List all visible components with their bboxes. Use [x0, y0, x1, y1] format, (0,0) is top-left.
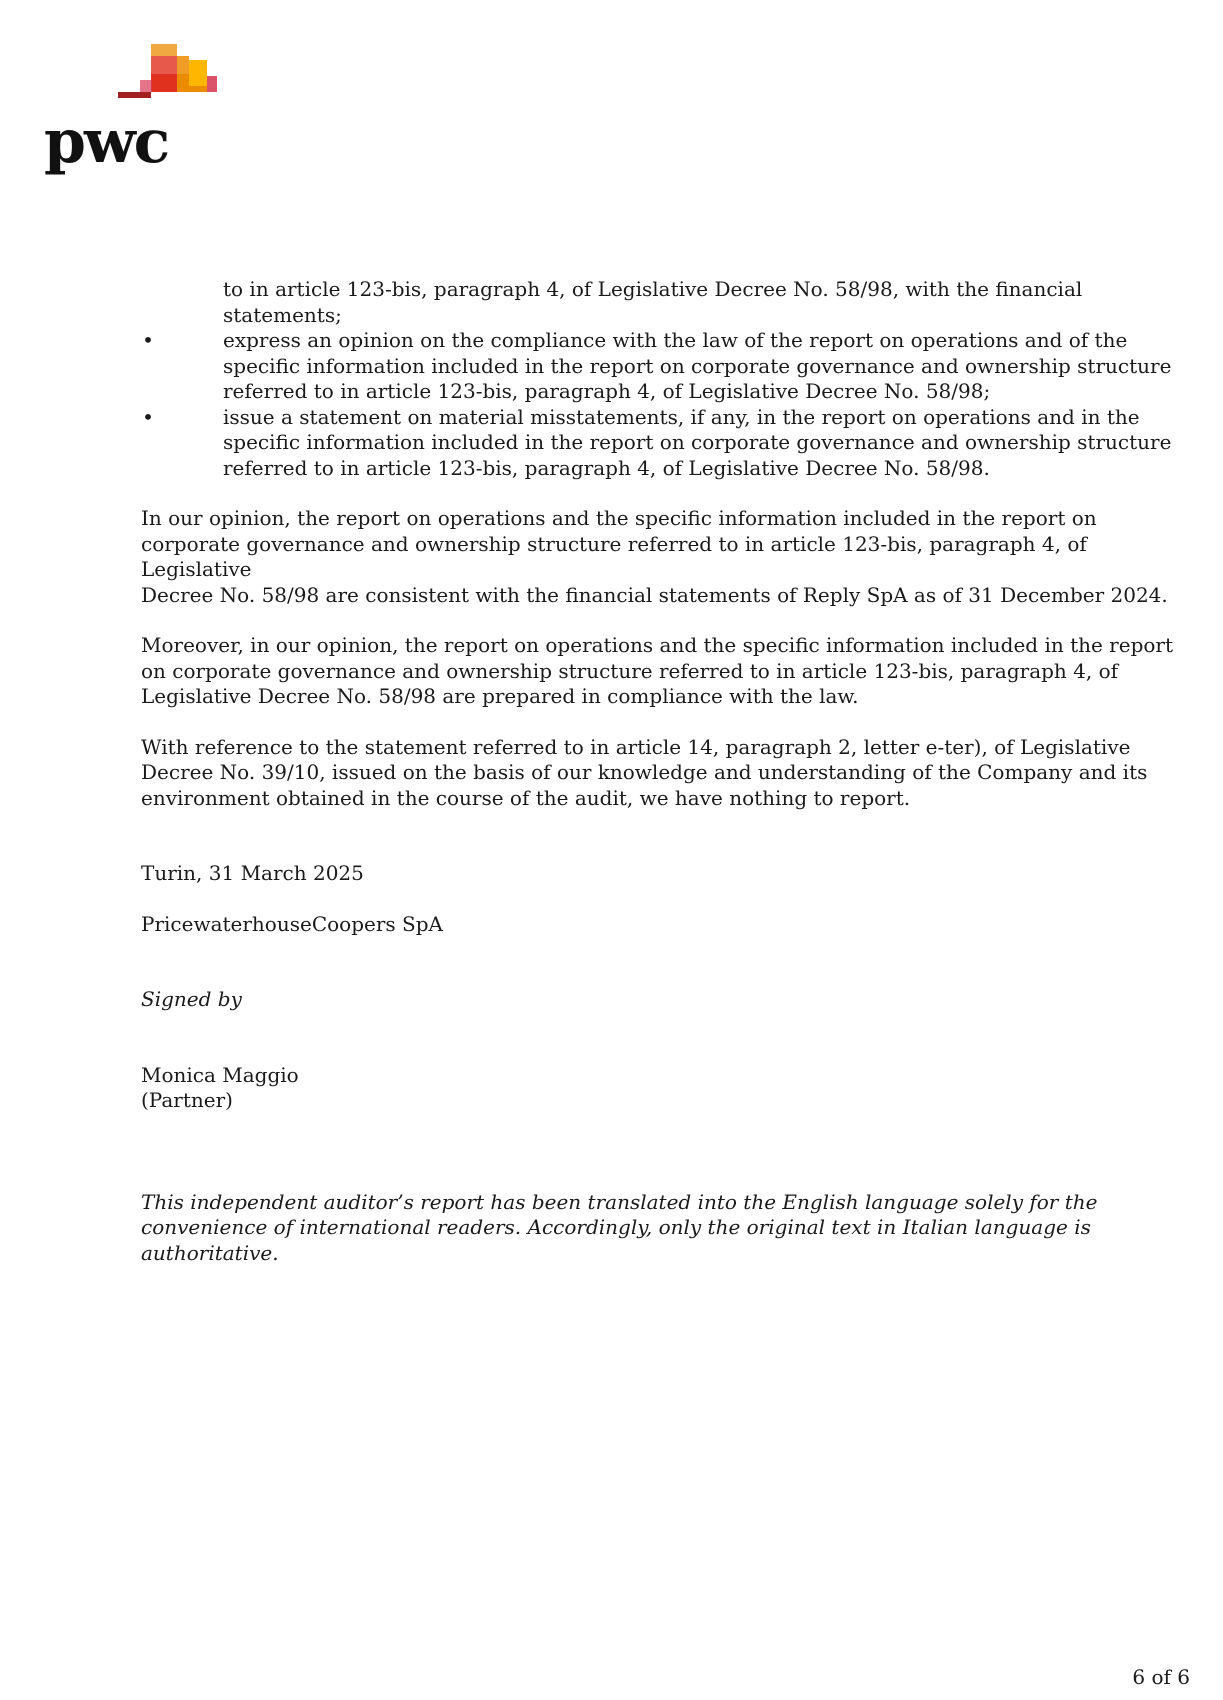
translation-disclaimer [141, 1190, 1201, 1267]
page-number: 6 of 6 [1132, 1665, 1190, 1689]
text-line: corporate governance and ownership structure referred to in article 123-bis, paragraph 4, of Legislative [141, 531, 1087, 581]
text-line: specific information included in the report on corporate governance and ownership structure [223, 430, 1172, 454]
text-line: referred to in article 123-bis, paragraph 4, of Legislative Decree No. 58/98; [223, 379, 991, 403]
signer-role: (Partner) [141, 1088, 233, 1112]
signer-block [141, 1063, 1201, 1114]
text-line: In our opinion, the report on operations and the specific information included in the report on [141, 506, 1097, 530]
text-line: Decree No. 39/10, issued on the basis of our knowledge and understanding of the Company and its [141, 760, 1148, 784]
report-body [141, 277, 1201, 1266]
pwc-logo-blocks-icon [44, 44, 224, 114]
compliance-paragraph [141, 633, 1201, 710]
text-line: environment obtained in the course of the audit, we have nothing to report. [141, 785, 911, 810]
statement-paragraph [141, 735, 1201, 812]
text-line: referred to in article 123-bis, paragraph 4, of Legislative Decree No. 58/98. [223, 455, 990, 480]
pwc-wordmark: pwc [44, 107, 169, 177]
text-line: convenience of international readers. Accordingly, only the original text in Italian language is [141, 1215, 1091, 1239]
firm-name: PricewaterhouseCoopers SpA [141, 911, 443, 936]
text-line: Decree No. 58/98 are consistent with the financial statements of Reply SpA as of 31 December 2024. [141, 582, 1168, 607]
text-line: Moreover, in our opinion, the report on operations and the specific information included in the report [141, 633, 1174, 657]
pwc-logo [44, 44, 224, 177]
continuation-text [141, 277, 1201, 328]
text-line: on corporate governance and ownership structure referred to in article 123-bis, paragraph 4, of [141, 658, 1119, 683]
signer-name: Monica Maggio [141, 1062, 299, 1087]
list-item [141, 405, 1201, 482]
list-item [141, 328, 1201, 405]
text-line: express an opinion on the compliance with the law of the report on operations and of the [223, 328, 1128, 352]
bullet-list [141, 328, 1201, 481]
opinion-paragraph [141, 506, 1201, 608]
text-line: This independent auditor’s report has been translated into the English language solely for the [141, 1189, 1098, 1214]
bullet-icon: • [142, 328, 154, 352]
place-date: Turin, 31 March 2025 [141, 861, 364, 885]
text-line: With reference to the statement referred to in article 14, paragraph 2, letter e-ter), of Legislative [141, 734, 1131, 759]
bullet-icon: • [142, 404, 154, 429]
text-line: specific information included in the report on corporate governance and ownership structure [223, 353, 1172, 378]
text-line: authoritative. [141, 1240, 279, 1265]
signed-by: Signed by [141, 987, 242, 1011]
text-line: statements; [223, 302, 342, 327]
text-line: issue a statement on material misstatements, if any, in the report on operations and in the [223, 404, 1140, 429]
text-line: to in article 123-bis, paragraph 4, of Legislative Decree No. 58/98, with the financial [223, 277, 1083, 301]
text-line: Legislative Decree No. 58/98 are prepared in compliance with the law. [141, 684, 859, 708]
